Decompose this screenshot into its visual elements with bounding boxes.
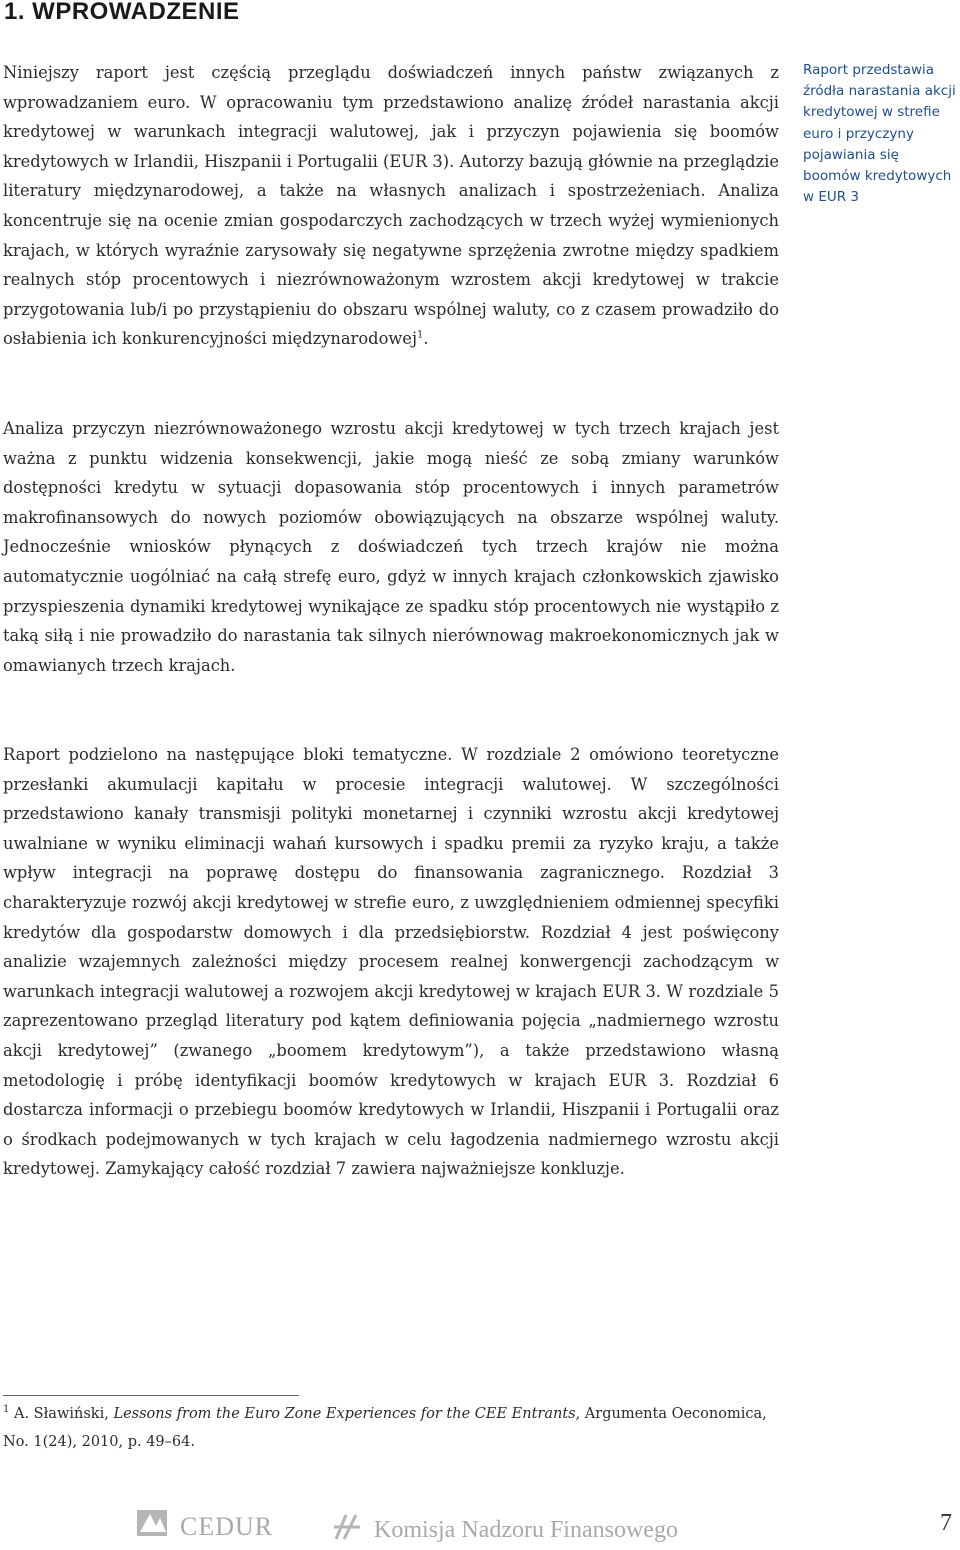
paragraph-1 <box>3 58 779 354</box>
footnote-number: 1 <box>3 1404 10 1416</box>
section-heading: 1. WPROWADZENIE <box>4 0 240 25</box>
paragraph-1-text: Niniejszy raport jest częścią przeglądu doświadczeń innych państw związanych z wprowadzaniem euro. W opracowaniu tym przedstawiono analizę źródeł narastania akcji kredytowej w warunkach integracji walutowej, jak i przyczyn pojawienia się boomów kredytowych w Irlandii, Hiszpanii i Portugalii (EUR 3). Autorzy bazują głównie na przeglądzie literatury międzynarodowej, a także na własnych analizach i spostrzeżeniach. Analiza koncentruje się na ocenie zmian gospodarczych zachodzących w trzech wyżej wymienionych krajach, w których wyraźnie zarysowały się negatywne sprzężenia zwrotne między spadkiem realnych stóp procentowych i niezrównoważonym wzrostem akcji kredytowej w trakcie przygotowania lub/i po przystąpieniu do obszaru wspólnej waluty, co z czasem prowadziło do osłabienia ich konkurencyjności międzynarodowej <box>3 63 779 349</box>
knf-logo-text: Komisja Nadzoru Finansowego <box>374 1517 678 1543</box>
cedur-logo-text: CEDUR <box>180 1511 274 1541</box>
margin-note: Raport przedstawia źródła narastania akcji kredytowej w strefie euro i przyczyny pojawiania się boomów kredytowych w EUR 3 <box>803 62 956 206</box>
footnote-source: , Argumenta Oeconomica, No. 1(24), 2010, p. 49–64. <box>3 1406 767 1450</box>
knf-logo-icon <box>330 1511 364 1550</box>
footnote <box>3 1400 783 1456</box>
cedur-logo <box>136 1508 273 1545</box>
page-number: 7 <box>940 1510 952 1536</box>
knf-logo <box>330 1511 678 1550</box>
paragraph-3: Raport podzielono na następujące bloki tematyczne. W rozdziale 2 omówiono teoretyczne przesłanki akumulacji kapitału w procesie integracji walutowej. W szczególności przedstawiono kanały transmisji polityki monetarnej i czynniki wzrostu akcji kredytowej uwalniane w wyniku eliminacji wahań kursowych i spadku premii za ryzyko kraju, a także wpływ integracji na poprawę dostępu do finansowania zagranicznego. Rozdział 3 charakteryzuje rozwój akcji kredytowej w strefie euro, z uwzględnieniem odmiennej specyfiki kredytów dla gospodarstw domowych i dla przedsiębiorstw. Rozdział 4 jest poświęcony analizie wzajemnych zależności między procesem realnej konwergencji zachodzącym w warunkach integracji walutowej a rozwojem akcji kredytowej w krajach EUR 3. W rozdziale 5 zaprezentowano przegląd literatury pod kątem definiowania pojęcia „nadmiernego wzrostu akcji kredytowej” (zwanego „boomem kredytowym”), a także przedstawiono własną metodologię i próbę identyfikacji boomów kredytowych w krajach EUR 3. Rozdział 6 dostarcza informacji o przebiegu boomów kredytowych w Irlandii, Hiszpanii i Portugalii oraz o środkach podejmowanych w tych krajach w celu łagodzenia nadmiernego wzrostu akcji kredytowej. Zamykający całość rozdział 7 zawiera najważniejsze konkluzje. <box>3 745 779 1179</box>
footnote-title: Lessons from the Euro Zone Experiences for the CEE Entrants <box>113 1406 576 1422</box>
footnote-author: A. Sławiński, <box>13 1406 114 1422</box>
paragraph-2: Analiza przyczyn niezrównoważonego wzrostu akcji kredytowej w tych trzech krajach jest ważna z punktu widzenia konsekwencji, jakie mogą nieść ze sobą zmiany warunków dostępności kredytu w sytuacji dopasowania stóp procentowych i innych parametrów makrofinansowych do nowych poziomów obowiązujących na obszarze wspólnej waluty. Jednocześnie wniosków płynących z doświadczeń tych trzech krajów nie można automatycznie uogólniać na całą strefę euro, gdyż w innych krajach członkowskich zjawisko przyspieszenia dynamiki kredytowej wynikające ze spadku stóp procentowych nie wystąpiło z taką siłą i nie prowadziło do narastania tak silnych nierównowag makroekonomicznych jak w omawianych trzech krajach. <box>3 419 779 675</box>
cedur-logo-icon <box>136 1508 170 1545</box>
footnote-divider <box>3 1395 299 1396</box>
footnote-ref[interactable]: 1 <box>417 329 424 341</box>
paragraph-1-end: . <box>423 329 429 349</box>
